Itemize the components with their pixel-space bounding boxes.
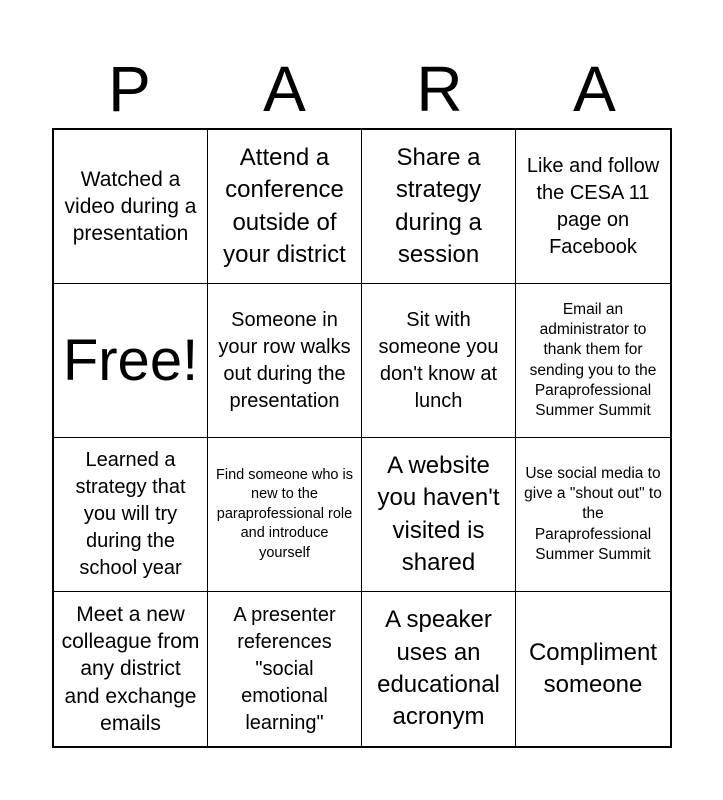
bingo-cell-r1c2[interactable]: Attend a conference outside of your district [208,130,362,284]
bingo-cell-r1c1[interactable]: Watched a video during a presentation [54,130,208,284]
bingo-cell-r2c3[interactable]: Sit with someone you don't know at lunch [362,284,516,438]
bingo-cell-r3c1[interactable]: Learned a strategy that you will try during the school year [54,438,208,592]
header-letter-1: P [108,53,151,125]
bingo-cell-r2c4[interactable]: Email an administrator to thank them for sending you to the Paraprofessional Summer Summit [516,284,670,438]
bingo-cell-free[interactable]: Free! [54,284,208,438]
header-letter-3: R [416,53,463,125]
header-letter-4: A [573,53,616,125]
bingo-cell-r3c3[interactable]: A website you haven't visited is shared [362,438,516,592]
bingo-cell-r1c4[interactable]: Like and follow the CESA 11 page on Facebook [516,130,670,284]
bingo-cell-r3c4[interactable]: Use social media to give a "shout out" to the Paraprofessional Summer Summit [516,438,670,592]
bingo-header [52,50,672,128]
header-letter-2: A [263,53,306,125]
bingo-cell-r2c2[interactable]: Someone in your row walks out during the presentation [208,284,362,438]
bingo-cell-r4c2[interactable]: A presenter references "social emotional learning" [208,592,362,746]
bingo-cell-r4c1[interactable]: Meet a new colleague from any district and exchange emails [54,592,208,746]
bingo-cell-r1c3[interactable]: Share a strategy during a session [362,130,516,284]
bingo-cell-r4c3[interactable]: A speaker uses an educational acronym [362,592,516,746]
bingo-board [52,128,672,748]
bingo-cell-r3c2[interactable]: Find someone who is new to the paraprofessional role and introduce yourself [208,438,362,592]
bingo-cell-r4c4[interactable]: Compliment someone [528,638,658,698]
